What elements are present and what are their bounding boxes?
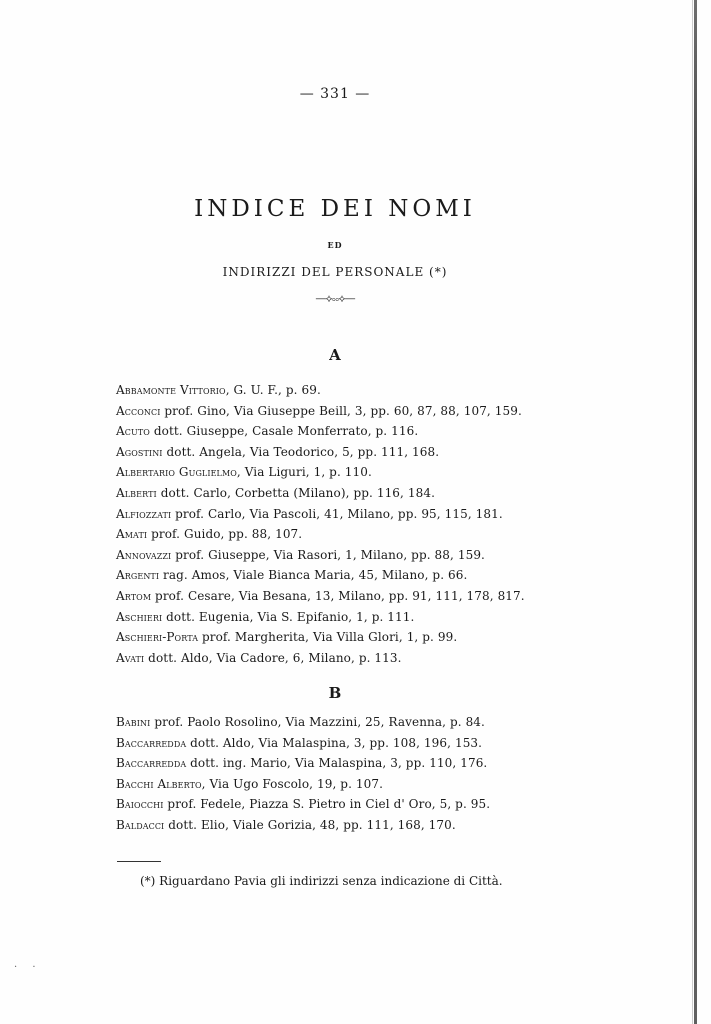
entry-details: prof. Cesare, Via Besana, 13, Milano, pp. 91, 111, 178, 817.: [151, 588, 525, 603]
index-entry: [116, 565, 586, 586]
entry-details: prof. Giuseppe, Via Rasori, 1, Milano, pp. 88, 159.: [171, 547, 485, 562]
entry-surname: Alfiozzati: [116, 506, 172, 521]
index-entry: [116, 648, 586, 669]
entry-details: prof. Margherita, Via Villa Glori, 1, p. 99.: [198, 630, 458, 645]
entry-surname: Artom: [116, 588, 152, 603]
entry-details: rag. Amos, Viale Bianca Maria, 45, Milano, p. 66.: [159, 568, 468, 583]
entry-details: dott. Elio, Viale Gorizia, 48, pp. 111, 168, 170.: [164, 817, 456, 832]
index-entry: [116, 442, 586, 463]
entry-surname: Baccarredda: [116, 735, 187, 750]
index-entry: [116, 545, 586, 566]
entry-details: prof. Guido, pp. 88, 107.: [147, 527, 303, 542]
index-list-b: [116, 712, 586, 836]
footnote: (*) Riguardano Pavia gli indirizzi senza indicazione di Città.: [140, 874, 503, 888]
entry-surname: Avati: [116, 650, 145, 665]
index-entry: [116, 421, 586, 442]
index-entry: [116, 586, 586, 607]
entry-details: prof. Paolo Rosolino, Via Mazzini, 25, Ravenna, p. 84.: [150, 715, 485, 729]
entry-surname: Baiocchi: [116, 797, 164, 812]
index-entry: [116, 753, 586, 774]
index-entry: [116, 504, 586, 525]
footnote-rule: [117, 861, 161, 862]
index-entry: [116, 462, 586, 483]
index-entry: [116, 712, 586, 733]
entry-surname: Aschieri-Porta: [116, 630, 199, 645]
entry-details: prof. Carlo, Via Pascoli, 41, Milano, pp. 95, 115, 181.: [171, 506, 503, 521]
subtitle-conjunction: ED: [327, 240, 343, 250]
page-edge-line: [692, 0, 693, 1024]
entry-surname: Amati: [116, 527, 148, 542]
entry-surname: Bacchi Alberto: [116, 776, 202, 791]
entry-details: dott. Eugenia, Via S. Epifanio, 1, p. 111.: [162, 609, 415, 624]
entry-details: dott. Giuseppe, Casale Monferrato, p. 116.: [149, 424, 419, 439]
index-entry: [116, 524, 586, 545]
entry-surname: Acconci: [116, 403, 161, 418]
index-entry: [116, 774, 586, 795]
entry-details: dott. Angela, Via Teodorico, 5, pp. 111, 168.: [162, 444, 440, 459]
entry-surname: Aschieri: [116, 609, 163, 624]
section-heading-a: A: [329, 346, 341, 364]
entry-surname: Agostini: [116, 444, 163, 459]
entry-surname: Abbamonte Vittorio: [116, 383, 226, 397]
entry-surname: Baldacci: [116, 817, 165, 832]
index-entry: [116, 794, 586, 815]
entry-surname: Alberti: [116, 485, 157, 500]
entry-surname: Baccarredda: [116, 756, 187, 771]
index-entry: [116, 627, 586, 648]
entry-details: dott. Carlo, Corbetta (Milano), pp. 116, 184.: [156, 485, 435, 500]
entry-details: dott. Aldo, Via Malaspina, 3, pp. 108, 196, 153.: [186, 735, 483, 750]
page-subtitle: INDIRIZZI DEL PERSONALE (*): [222, 265, 448, 279]
index-entry: [116, 733, 586, 754]
entry-surname: Albertario Guglielmo: [116, 465, 237, 480]
index-entry: [116, 380, 586, 401]
index-entry: [116, 401, 586, 422]
entry-details: prof. Gino, Via Giuseppe Beill, 3, pp. 60, 87, 88, 107, 159.: [160, 403, 522, 418]
index-entry: [116, 815, 586, 836]
entry-details: dott. Aldo, Via Cadore, 6, Milano, p. 113.: [144, 650, 402, 665]
index-entry: [116, 607, 586, 628]
scan-specks: · ·: [14, 962, 42, 973]
entry-details: , G. U. F., p. 69.: [225, 383, 321, 397]
entry-surname: Annovazzi: [116, 547, 172, 562]
index-list-a: [116, 380, 586, 668]
section-heading-b: B: [328, 684, 342, 702]
entry-surname: Babini: [116, 715, 151, 729]
ornament-divider: —⟡⸰⸰⟡—: [315, 292, 355, 305]
index-entry: [116, 483, 586, 504]
entry-details: prof. Fedele, Piazza S. Pietro in Ciel d' Oro, 5, p. 95.: [163, 797, 491, 812]
entry-details: , Via Liguri, 1, p. 110.: [236, 465, 372, 480]
page-edge-shadow: [694, 0, 697, 1024]
page-number: — 331 —: [299, 86, 371, 102]
entry-details: , Via Ugo Foscolo, 19, p. 107.: [201, 776, 384, 791]
entry-surname: Argenti: [116, 568, 160, 583]
entry-details: dott. ing. Mario, Via Malaspina, 3, pp. 110, 176.: [186, 756, 488, 771]
entry-surname: Acuto: [116, 424, 150, 439]
page-title: INDICE DEI NOMI: [194, 196, 476, 222]
